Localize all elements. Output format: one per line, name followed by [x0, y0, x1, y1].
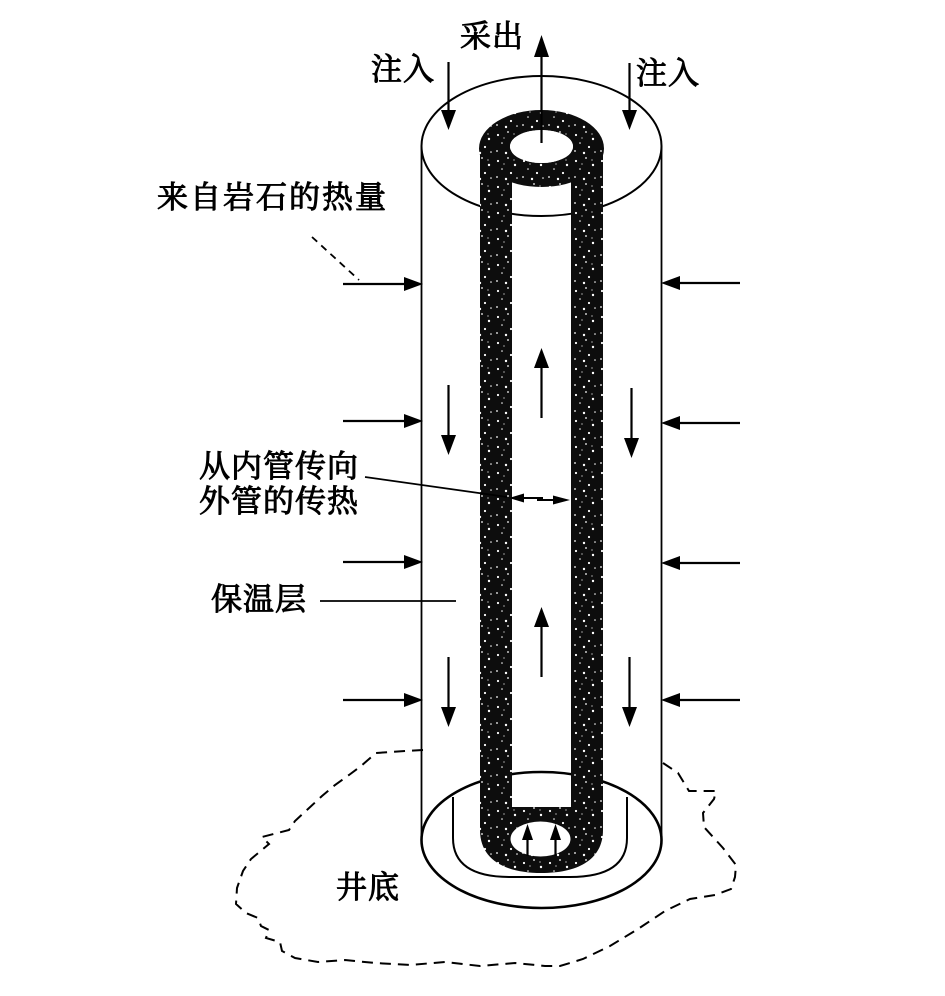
label-inner-to-outer: [199, 450, 359, 520]
inner-to-outer-heat-arrows: [509, 494, 570, 505]
outer-casing: [422, 76, 662, 908]
label-inner-to-outer-line2: 外管的传热: [199, 484, 359, 520]
inject-arrow-left: [441, 62, 456, 130]
down-arrow-right-low: [622, 657, 637, 727]
up-arrow-low: [534, 607, 549, 677]
heat-arrow-right-1: [661, 276, 740, 290]
down-arrow-left-mid: [441, 385, 456, 455]
heat-transfer-arrow-left: [509, 494, 543, 503]
label-produced: 采出: [460, 19, 524, 55]
label-inner-to-outer-line1: 从内管传向: [199, 449, 359, 485]
down-arrow-right-mid: [624, 388, 639, 458]
heat-from-rock-leader: [312, 237, 359, 280]
inner-pipe-up-arrows: [522, 348, 561, 856]
heat-arrow-left-3: [343, 555, 423, 569]
heat-arrow-left-1: [343, 277, 423, 291]
inner-pipe-wall-right: [571, 150, 603, 810]
label-heat-from-rock: 来自岩石的热量: [157, 180, 388, 216]
heat-arrow-right-3: [661, 556, 740, 570]
heat-arrow-right-4: [661, 693, 740, 707]
label-insulation-layer: 保温层: [211, 582, 307, 618]
up-arrow-mid: [534, 348, 549, 418]
down-arrow-left-low: [441, 657, 456, 727]
label-inject-left: 注入: [371, 52, 435, 88]
heat-arrow-right-2: [661, 416, 740, 430]
heat-arrow-left-2: [343, 414, 423, 428]
label-well-bottom: 井底: [336, 870, 400, 906]
inner-pipe: [479, 110, 604, 873]
inject-arrow-right: [622, 63, 637, 130]
annulus-down-arrows: [441, 385, 639, 727]
heat-arrow-left-4: [343, 693, 423, 707]
inner-pipe-bottom-opening: [511, 822, 571, 857]
heat-transfer-arrow-right: [537, 496, 570, 505]
label-inject-right: 注入: [636, 56, 700, 92]
rock-heat-arrows-right: [661, 276, 740, 707]
inner-pipe-wall-left: [480, 150, 512, 810]
